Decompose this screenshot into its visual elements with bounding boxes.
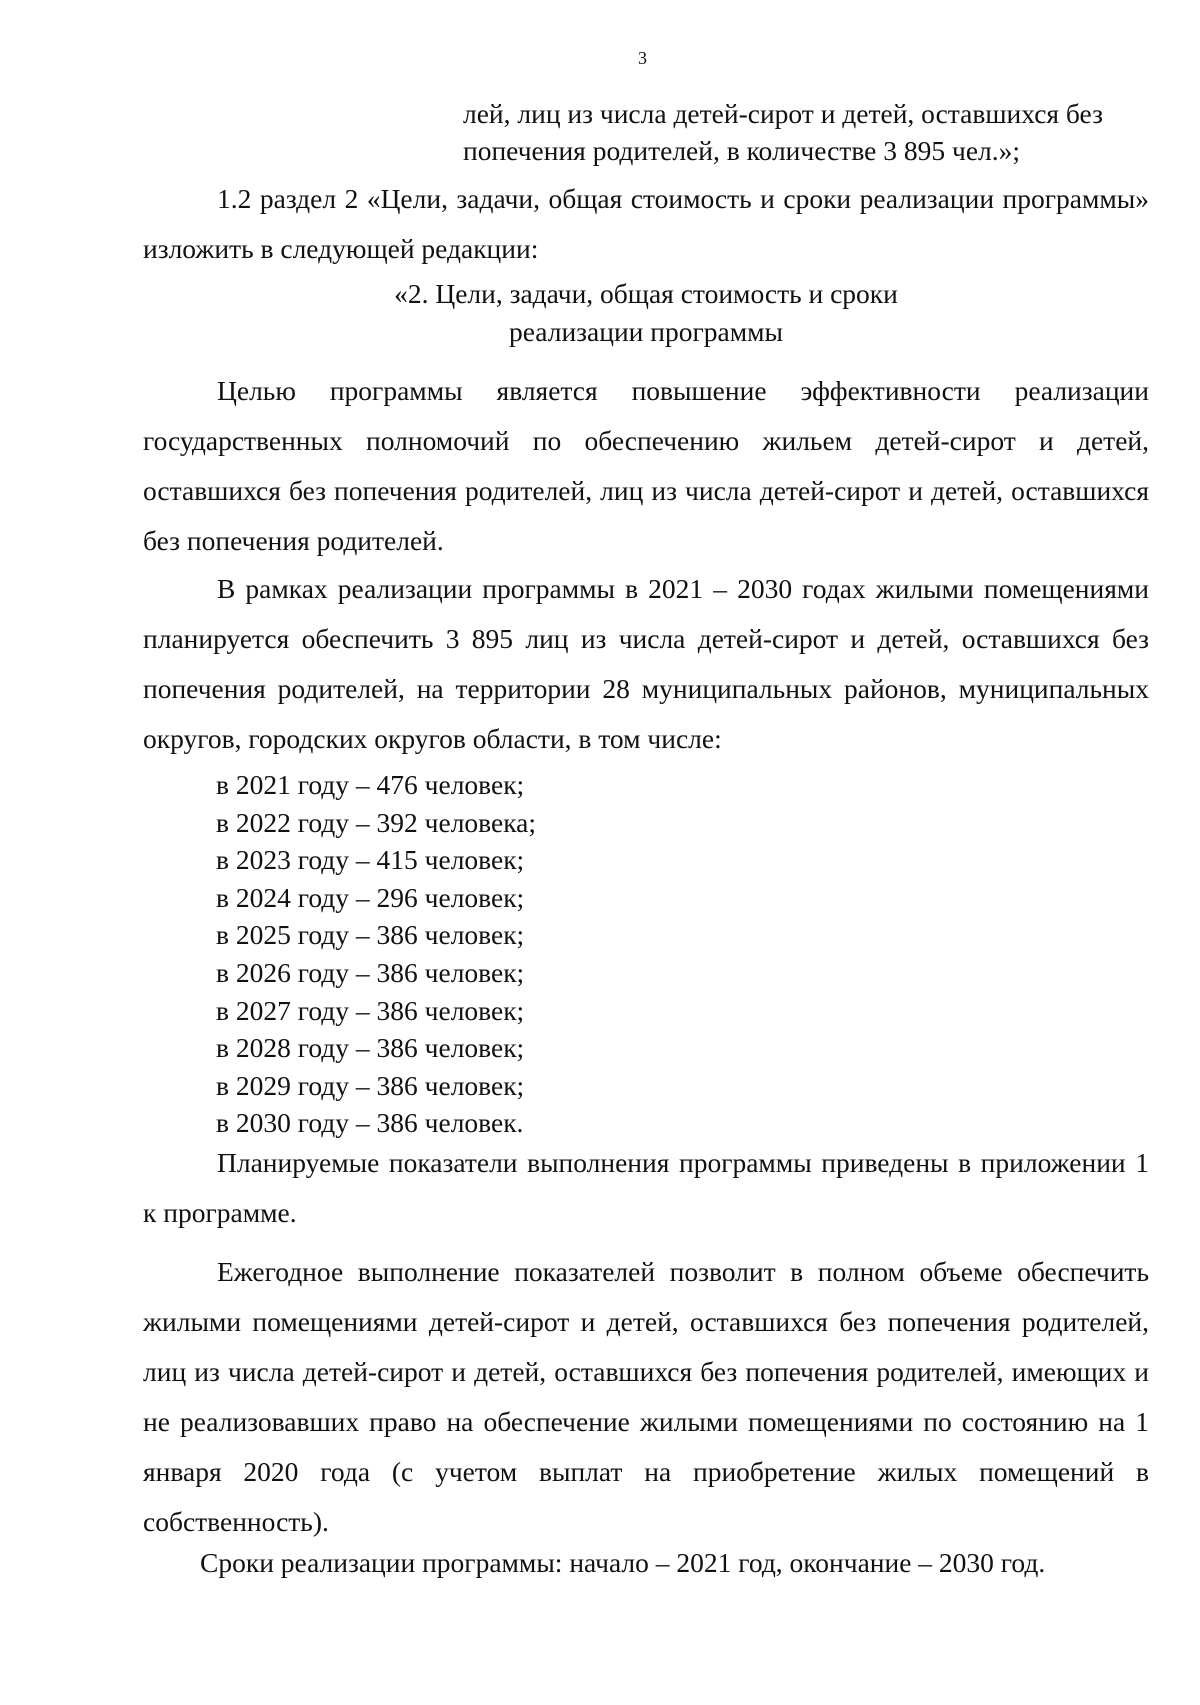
list-item: в 2021 году – 476 человек; bbox=[216, 769, 525, 800]
indicators-paragraph: Планируемые показатели выполнения программы приведены в приложении 1 к программе. bbox=[143, 1147, 1149, 1228]
page-number: 3 bbox=[638, 48, 647, 68]
list-item: в 2025 году – 386 человек; bbox=[216, 919, 525, 951]
list-item: в 2024 году – 296 человек; bbox=[216, 881, 525, 913]
list-item: в 2030 году – 386 человек. bbox=[216, 1107, 524, 1139]
list-item: в 2027 году – 386 человек; bbox=[216, 994, 525, 1026]
list-item: в 2023 году – 415 человек; bbox=[216, 844, 525, 876]
list-item: в 2022 году – 392 человека; bbox=[216, 806, 536, 838]
goal-paragraph: Целью программы является повышение эффективности реализации государственных полномочий по обеспечению жильем детей-сирот и детей, оставшихся без попечения родителей, лиц из числа детей-сирот и детей, оставшихся без попечения родителей. bbox=[143, 375, 1149, 556]
continuation-text bbox=[463, 95, 1163, 169]
section-heading bbox=[143, 275, 1149, 351]
section-heading-line: реализации программы bbox=[508, 316, 783, 347]
yearly-list bbox=[216, 766, 536, 1142]
terms-paragraph: Сроки реализации программы: начало – 2021 год, окончание – 2030 год. bbox=[200, 1547, 1046, 1578]
continuation-line: лей, лиц из числа детей-сирот и детей, оставшихся без bbox=[463, 98, 1103, 129]
continuation-line: попечения родителей, в количестве 3 895 чел.»; bbox=[463, 135, 1021, 166]
list-item: в 2028 году – 386 человек; bbox=[216, 1032, 525, 1064]
list-item: в 2026 году – 386 человек; bbox=[216, 956, 525, 988]
list-item: в 2029 году – 386 человек; bbox=[216, 1069, 525, 1101]
section-heading-line: «2. Цели, задачи, общая стоимость и сроки bbox=[394, 278, 898, 309]
annual-paragraph: Ежегодное выполнение показателей позволит в полном объеме обеспечить жилыми помещениями детей-сирот и детей, оставшихся без попечения родителей, лиц из числа детей-сирот и детей, оставшихся без попечения родителей, имеющих и не реализовавших право на обеспечение жилыми помещениями по состоянию на 1 января 2020 года (с учетом выплат на приобретение жилых помещений в собственность). bbox=[143, 1256, 1149, 1537]
amendment-paragraph: 1.2 раздел 2 «Цели, задачи, общая стоимость и сроки реализации программы» изложить в следующей редакции: bbox=[143, 183, 1149, 264]
plan-paragraph: В рамках реализации программы в 2021 – 2030 годах жилыми помещениями планируется обеспечить 3 895 лиц из числа детей-сирот и детей, оставшихся без попечения родителей, на территории 28 муниципальных районов, муниципальных округов, городских округов области, в том числе: bbox=[143, 573, 1149, 754]
